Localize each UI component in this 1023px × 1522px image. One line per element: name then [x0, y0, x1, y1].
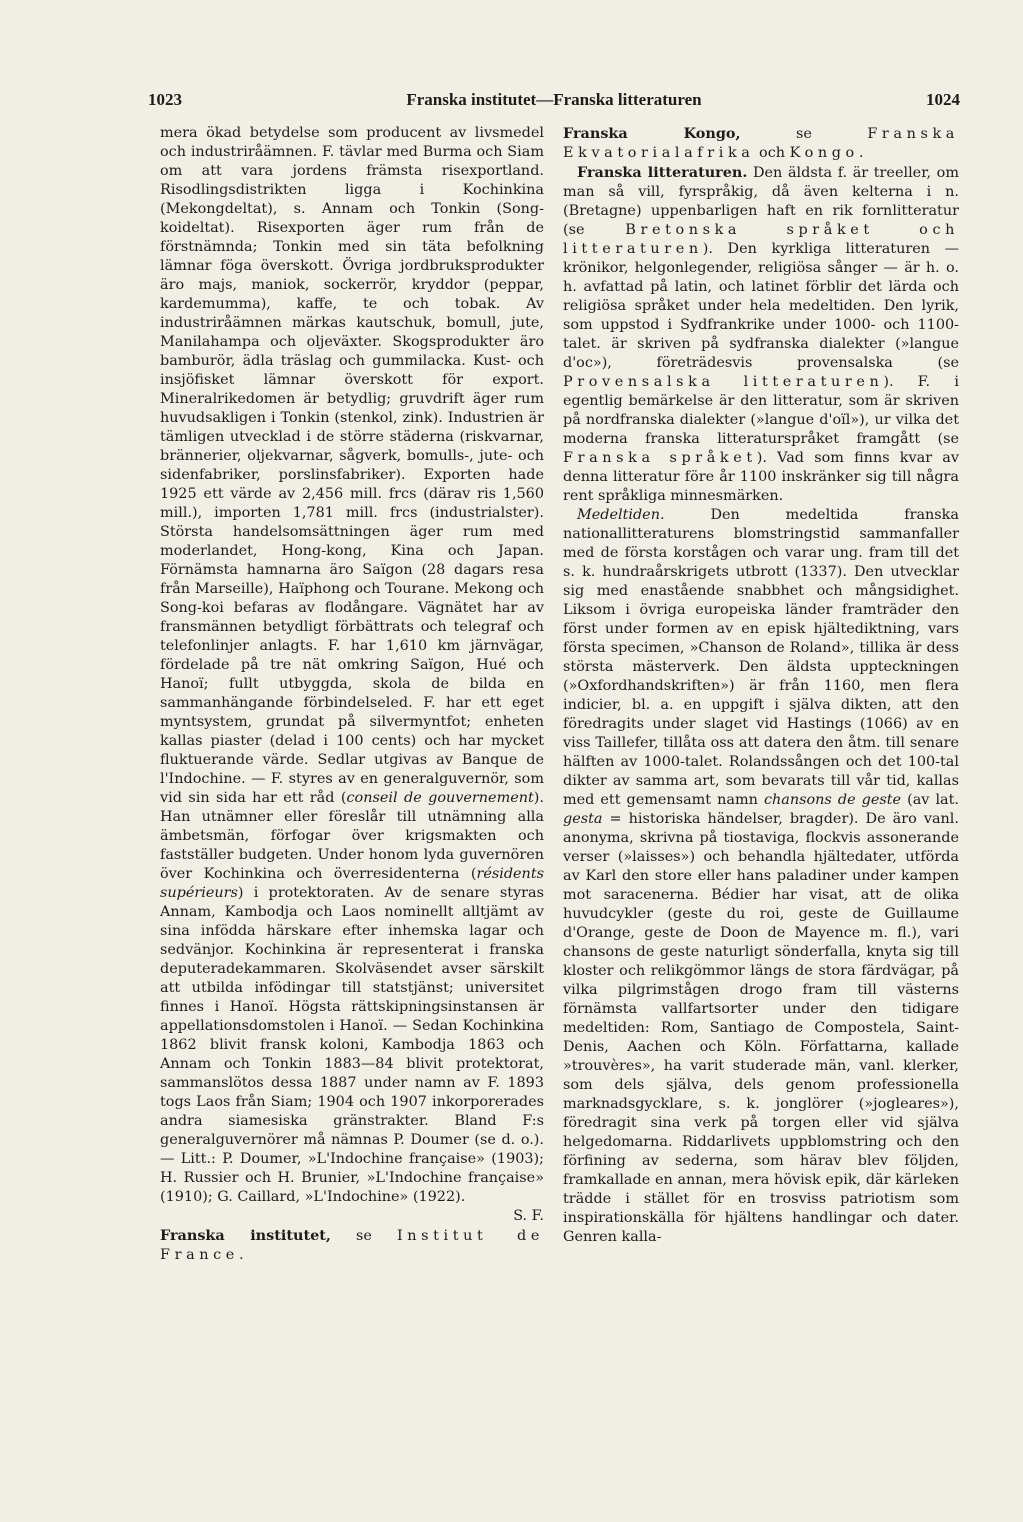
page-number-left: 1023 — [148, 90, 182, 109]
text-run: (av lat. — [901, 792, 959, 808]
section-heading: Medeltiden. — [577, 507, 665, 523]
cross-reference: Kongo — [789, 145, 859, 161]
text-run: mera ökad betydelse som producent av livsmedel och industriråämnen. F. tävlar med Burma och Siam om att vara jordens främsta risexportland. Risodlingsdistrikten ligga i Kochinkina (Mekongdeltat), s. Annam och Tonkin (Song-koideltat). Risexporten äger rum från de förstnämnda; Tonkin med sin täta befolkning lämnar föga överskott. Övriga jordbruksprodukter äro majs, maniok, sockerrör, kryddor (peppar, kardemumma), kaffe, te och tobak. Av industriråämnen märkas kautschuk, bomull, jute, Manilahampa och oljeväxter. Skogsprodukter äro bamburör, ädla träslag och gummilacka. Kust- och insjöfisket lämnar överskott för export. Mineralrikedomen är betydlig; gruvdrift äger rum huvudsakligen i Tonkin (stenkol, zink). Industrien är tämligen utvecklad i de större städerna (riskvarnar, brännerier, oljekvarnar, sågverk, bomulls-, jute- och sidenfabriker, porslinsfabriker). Exporten hade 1925 ett värde av 2,456 mill. frcs (därav ris 1,560 mill.), importen 1,781 mill. frcs (industrialster). Största handelsomsättningen äger rum med moderlandet, Hong-kong, Kina och Japan. Förnämsta hamnarna äro Saïgon (28 dagars resa från Marseille), Haïphong och Tourane. Mekong och Song-koi befaras av flodångare. Vägnätet har av fransmännen betydligt förbättrats och telegraf och telefonlinjer anlagts. F. har 1,610 km järnvägar, fördelade på tre nät omkring Saïgon, Hué och Hanoï; fullt utbyggda, skola de bilda en sammanhängande förbindelseled. F. har ett eget myntsystem, grundat på silvermyntfot; enheten kallas piaster (delad i 100 cents) och har mycket fluktuerande värde. Sedlar utgivas av Banque de l'Indochine. — F. styres av en generalguvernör, som vid sin sida har ett råd ( — [160, 125, 544, 806]
cross-reference: Institut de France — [160, 1228, 544, 1263]
text-run: och — [754, 145, 790, 161]
text-run: ). Den kyrkliga litteraturen — krönikor, helgonlegender, religiösa sånger — är h. o. h. avfattad på latin, och latinet förblir det lärda och religiösa språket under hela medeltiden. Den lyrik, som uppstod i Sydfrankrike under 1000- och 1100-talet. är skriven på sydfranska dialekter (»langue d'oc»), företrädesvis provensalska (se — [563, 241, 959, 371]
running-header — [148, 90, 960, 114]
text-run: se — [740, 126, 868, 142]
header-title: Franska institutet—Franska litteraturen — [406, 90, 702, 109]
page-number-right: 1024 — [926, 90, 960, 109]
text-run: Den äldsta f. är treeller, om man så vill, fyrspråkig, då även kelterna i n. (Bretagne) uppenbarligen haft en rik fornlitteratur (se — [563, 165, 959, 238]
section-medeltiden — [563, 506, 959, 1247]
entry-headword: Franska litteraturen. — [577, 164, 748, 181]
text-run: ). F. i egentlig bemärkelse är den litteratur, som är skriven på nordfranska dialekter (»langue d'oïl»), ur vilka det moderna franska litteraturspråket framgått (se — [563, 374, 959, 447]
entry-headword: Franska Kongo, — [563, 125, 741, 142]
italic-term: conseil de gouvernement — [346, 790, 534, 806]
cross-reference: Franska Ekvatorialafrika — [563, 126, 959, 161]
text-run: . — [238, 1247, 244, 1263]
cross-reference: Provensalska litteraturen — [563, 374, 884, 390]
italic-term: gesta — [563, 811, 603, 827]
cross-reference: Franska språket — [563, 450, 757, 466]
left-column — [160, 124, 544, 1265]
cross-reference: Bretonska språket och litteraturen — [563, 222, 959, 257]
entry-franska-institutet — [160, 1226, 544, 1265]
italic-term: chansons de geste — [763, 792, 902, 808]
text-run: = historiska händelser, bragder). De äro vanl. anonyma, skrivna på tiostaviga, flockvis assonerande verser (»laisses») och behandla hjältedater, utförda av Karl den store eller hans paladiner under kampen mot saracenerna. Bédier har visat, att de olika huvudcykler (geste du roi, geste de Guillaume d'Orange, geste de Doon de Mayence m. fl.), vari chansons de geste naturligt sönderfalla, knyta sig till kloster och relikgömmor längs de stora färdvägar, på vilka pilgrimstågen drogo fram till västerns förnämsta vallfartsorter under den tidigare medeltiden: Rom, Santiago de Compostela, Saint-Denis, Aachen och Köln. Författarna, kallade »trouvères», ha varit studerade män, vanl. klerker, som dels själva, dels genom professionella marknadsgycklare, s. k. jonglörer (»jogleares»), föredragit sina verk på torgen eller vid själva helgedomarna. Riddarlivets uppblomstring och den förfining av sederna, som härav blev följden, framkallade en annan, mera hövisk epik, där kärleken trädde i stället för en trosviss patriotism som inspirationskälla för hjältens handlingar och dater. Genren kalla- — [563, 811, 959, 1245]
text-run: ). Han utnämner eller föreslår till utnämning alla ämbetsmän, förfogar över krigsmakten och fastställer budgeten. Under honom lyda guvernören över Kochinkina och överresidenterna ( — [160, 790, 544, 882]
right-column — [563, 124, 959, 1247]
entry-franska-kongo — [563, 124, 959, 163]
italic-term: résidents supérieurs — [160, 866, 544, 901]
text-run: ) i protektoraten. Av de senare styras Annam, Kambodja och Laos nominellt alltjämt av sina infödda härskare efter inhemska lagar och sedvänjor. Kochinkina är representerat i franska deputeradekammaren. Skolväsendet avser särskilt att utbilda infödingar till statstjänst; universitet finnes i Hanoï. Högsta rättskipningsinstansen är appellationsdomstolen i Hanoï. — Sedan Kochinkina 1862 blivit fransk koloni, Kambodja 1863 och Annam och Tonkin 1883—84 blivit protektorat, sammanslötos dessa 1887 under namn av F. 1893 togs Laos från Siam; 1904 och 1907 inkorporerades andra siamesiska gränstrakter. Bland F:s generalguvernörer må nämnas P. Doumer (se d. o.). — Litt.: P. Doumer, »L'Indochine française» (1903); H. Russier och H. Brunier, »L'Indochine française» (1910); G. Caillard, »L'Indochine» (1922). — [160, 885, 544, 1205]
indochina-continuation — [160, 124, 544, 1207]
text-run: Den medeltida franska nationallitteraturens blomstringstid sammanfaller med de första korstågen och varar ung. fram till det s. k. hundraårskrigets utbrott (1337). Den utvecklar sig med enastående snabbhet och mångsidighet. Liksom i övriga europeiska länder framträder den först under formen av en episk hjältediktning, vars första specimen, »Chanson de Roland», tillika är dess största mästerverk. Den äldsta uppteckningen (»Oxfordhandskriften») är från 1160, men flera indicier, bl. a. en uppgift i själva dikten, att den föredragits under slaget vid Hastings (1066) av en viss Taillefer, tillåta oss att datera den åtm. till senare hälften av 1000-talet. Rolandssången och det 100-tal dikter av samma art, som bevarats till vår tid, kallas med ett gemensamt namn — [563, 507, 959, 808]
text-run: . — [858, 145, 864, 161]
text-run: ). Vad som finns kvar av denna litteratur före år 1100 inskränker sig till några rent språkliga minnesmärken. — [563, 450, 959, 504]
author-signature: S. F. — [513, 1208, 544, 1224]
entry-headword: Franska institutet, — [160, 1227, 331, 1244]
entry-franska-litteraturen — [563, 163, 959, 506]
text-run: se — [330, 1228, 397, 1244]
